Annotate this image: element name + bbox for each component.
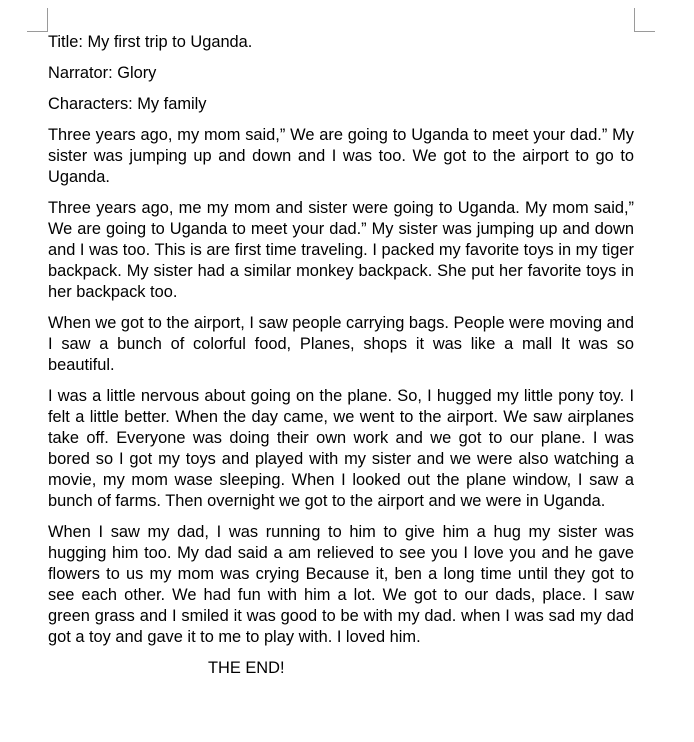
top-right-margin-mark	[634, 8, 655, 32]
paragraph-3: When we got to the airport, I saw people carrying bags. People were moving and I saw a bunch of colorful food, Planes, shops it was like a mall It was so beautiful.	[48, 314, 634, 374]
paragraph-5: When I saw my dad, I was running to him to give him a hug my sister was hugging him too. My dad said a am relieved to see you I love you and he gave flowers to us my mom was crying Because it, ben a long time until they got to see each other. We had fun with him a lot. We got to our dads, place. I saw green grass and I smiled it was good to be with my dad. when I was sad my dad got a toy and gave it to me to play with. I loved him.	[48, 523, 634, 646]
paragraph-1: Three years ago, my mom said,” We are going to Uganda to meet your dad.” My sister was jumping up and down and I was too. We got to the airport to go to Uganda.	[48, 126, 634, 186]
top-left-margin-mark	[27, 8, 48, 32]
paragraph-4: I was a little nervous about going on the plane. So, I hugged my little pony toy. I felt a little better. When the day came, we went to the airport. We saw airplanes take off. Everyone was doing their own work and we got to our plane. I was bored so I got my toys and played with my sister and we were also watching a movie, my mom wase sleeping. When I looked out the plane window, I saw a bunch of farms. Then overnight we got to the airport and we were in Uganda.	[48, 387, 634, 510]
paragraph-2: Three years ago, me my mom and sister were going to Uganda. My mom said,” We are going to Uganda to meet your dad.” My sister was jumping up and down and I was too. This is are first time traveling. I packed my favorite toys in my tiger backpack. My sister had a similar monkey backpack. She put her favorite toys in her backpack too.	[48, 199, 634, 301]
title-line: Title: My first trip to Uganda.	[48, 33, 253, 51]
end-line: THE END!	[208, 659, 285, 677]
document-body[interactable]	[48, 32, 634, 689]
characters-line: Characters: My family	[48, 95, 207, 113]
narrator-line: Narrator: Glory	[48, 64, 157, 82]
